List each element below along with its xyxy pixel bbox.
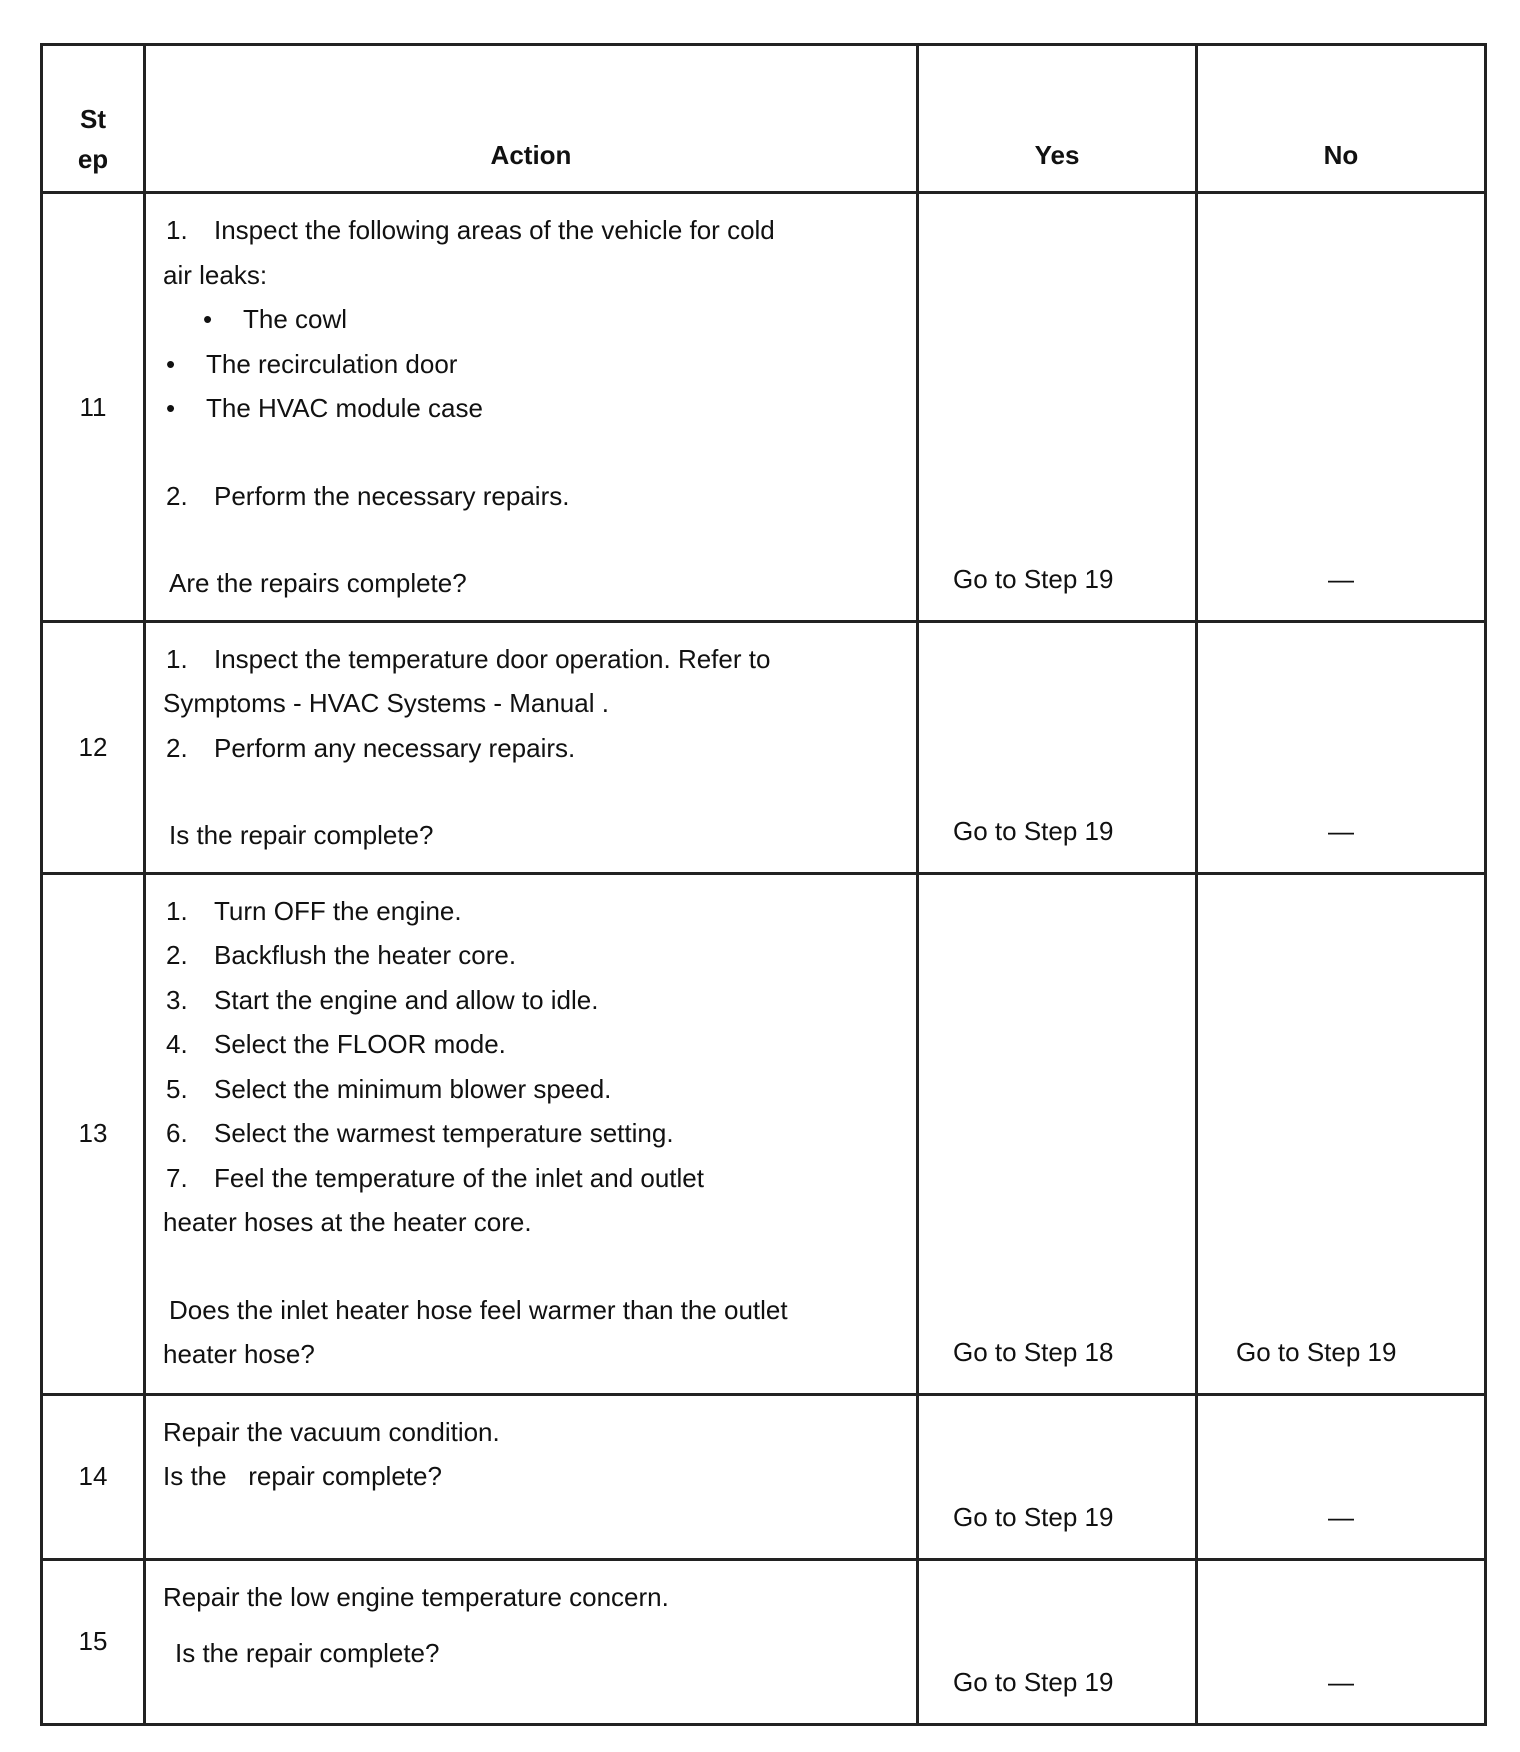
action-line: 2. Backflush the heater core. — [166, 940, 517, 970]
action-line: 3. Start the engine and allow to idle. — [166, 984, 599, 1015]
bullet-item: • The HVAC module case — [166, 393, 483, 423]
action-cell — [145, 621, 918, 873]
step-number: 14 — [42, 1394, 145, 1559]
step-number: 11 — [42, 193, 145, 622]
yes-cell: Go to Step 18 — [918, 873, 1197, 1394]
diagnostic-table — [40, 43, 1487, 1726]
header-action: Action — [145, 45, 918, 193]
header-step: St ep — [42, 45, 145, 193]
no-cell: — — [1197, 1559, 1486, 1724]
step-number: 12 — [42, 621, 145, 873]
question-text: Is the repair complete? — [175, 1638, 440, 1668]
action-line: Symptoms - HVAC Systems - Manual . — [163, 688, 609, 718]
no-cell: — — [1197, 1394, 1486, 1559]
action-line: heater hoses at the heater core. — [163, 1207, 532, 1237]
action-line: 2. Perform the necessary repairs. — [166, 480, 570, 511]
action-line: 2. Perform any necessary repairs. — [166, 732, 576, 763]
bullet-item: • The recirculation door — [166, 348, 458, 379]
yes-cell: Go to Step 19 — [918, 621, 1197, 873]
bullet-item: • The cowl — [203, 304, 348, 334]
yes-cell: Go to Step 19 — [918, 193, 1197, 622]
step-number: 13 — [42, 873, 145, 1394]
yes-cell: Go to Step 19 — [918, 1559, 1197, 1724]
table-row — [42, 873, 1486, 1394]
question-text: Does the inlet heater hose feel warmer than the outlet — [169, 1294, 788, 1325]
action-line: 5. Select the minimum blower speed. — [166, 1073, 612, 1104]
no-cell: — — [1197, 621, 1486, 873]
action-cell — [145, 1559, 918, 1724]
action-line: 1. Inspect the following areas of the vehicle for cold — [166, 215, 775, 245]
action-line: 1. Turn OFF the engine. — [166, 895, 462, 926]
no-cell: — — [1197, 193, 1486, 622]
header-yes: Yes — [918, 45, 1197, 193]
header-row — [42, 45, 1486, 193]
action-cell — [145, 873, 918, 1394]
header-no: No — [1197, 45, 1486, 193]
action-line: Repair the vacuum condition. — [163, 1416, 500, 1447]
action-line: Repair the low engine temperature concern. — [163, 1581, 669, 1612]
question-text: Are the repairs complete? — [169, 568, 467, 598]
table-row — [42, 1394, 1486, 1559]
question-text: Is the repair complete? — [163, 1461, 442, 1491]
question-text: Is the repair complete? — [169, 820, 434, 850]
step-number: 15 — [42, 1559, 145, 1724]
action-line: 6. Select the warmest temperature setting. — [166, 1118, 674, 1148]
table-row — [42, 193, 1486, 622]
question-text: heater hose? — [163, 1339, 315, 1369]
action-line: 7. Feel the temperature of the inlet and outlet — [166, 1162, 704, 1193]
table-row — [42, 621, 1486, 873]
action-line: air leaks: — [163, 259, 268, 290]
yes-cell: Go to Step 19 — [918, 1394, 1197, 1559]
table-row — [42, 1559, 1486, 1724]
action-line: 4. Select the FLOOR mode. — [166, 1029, 506, 1059]
no-cell: Go to Step 19 — [1197, 873, 1486, 1394]
action-cell — [145, 1394, 918, 1559]
action-line: 1. Inspect the temperature door operation. Refer to — [166, 643, 771, 674]
action-cell — [145, 193, 918, 622]
